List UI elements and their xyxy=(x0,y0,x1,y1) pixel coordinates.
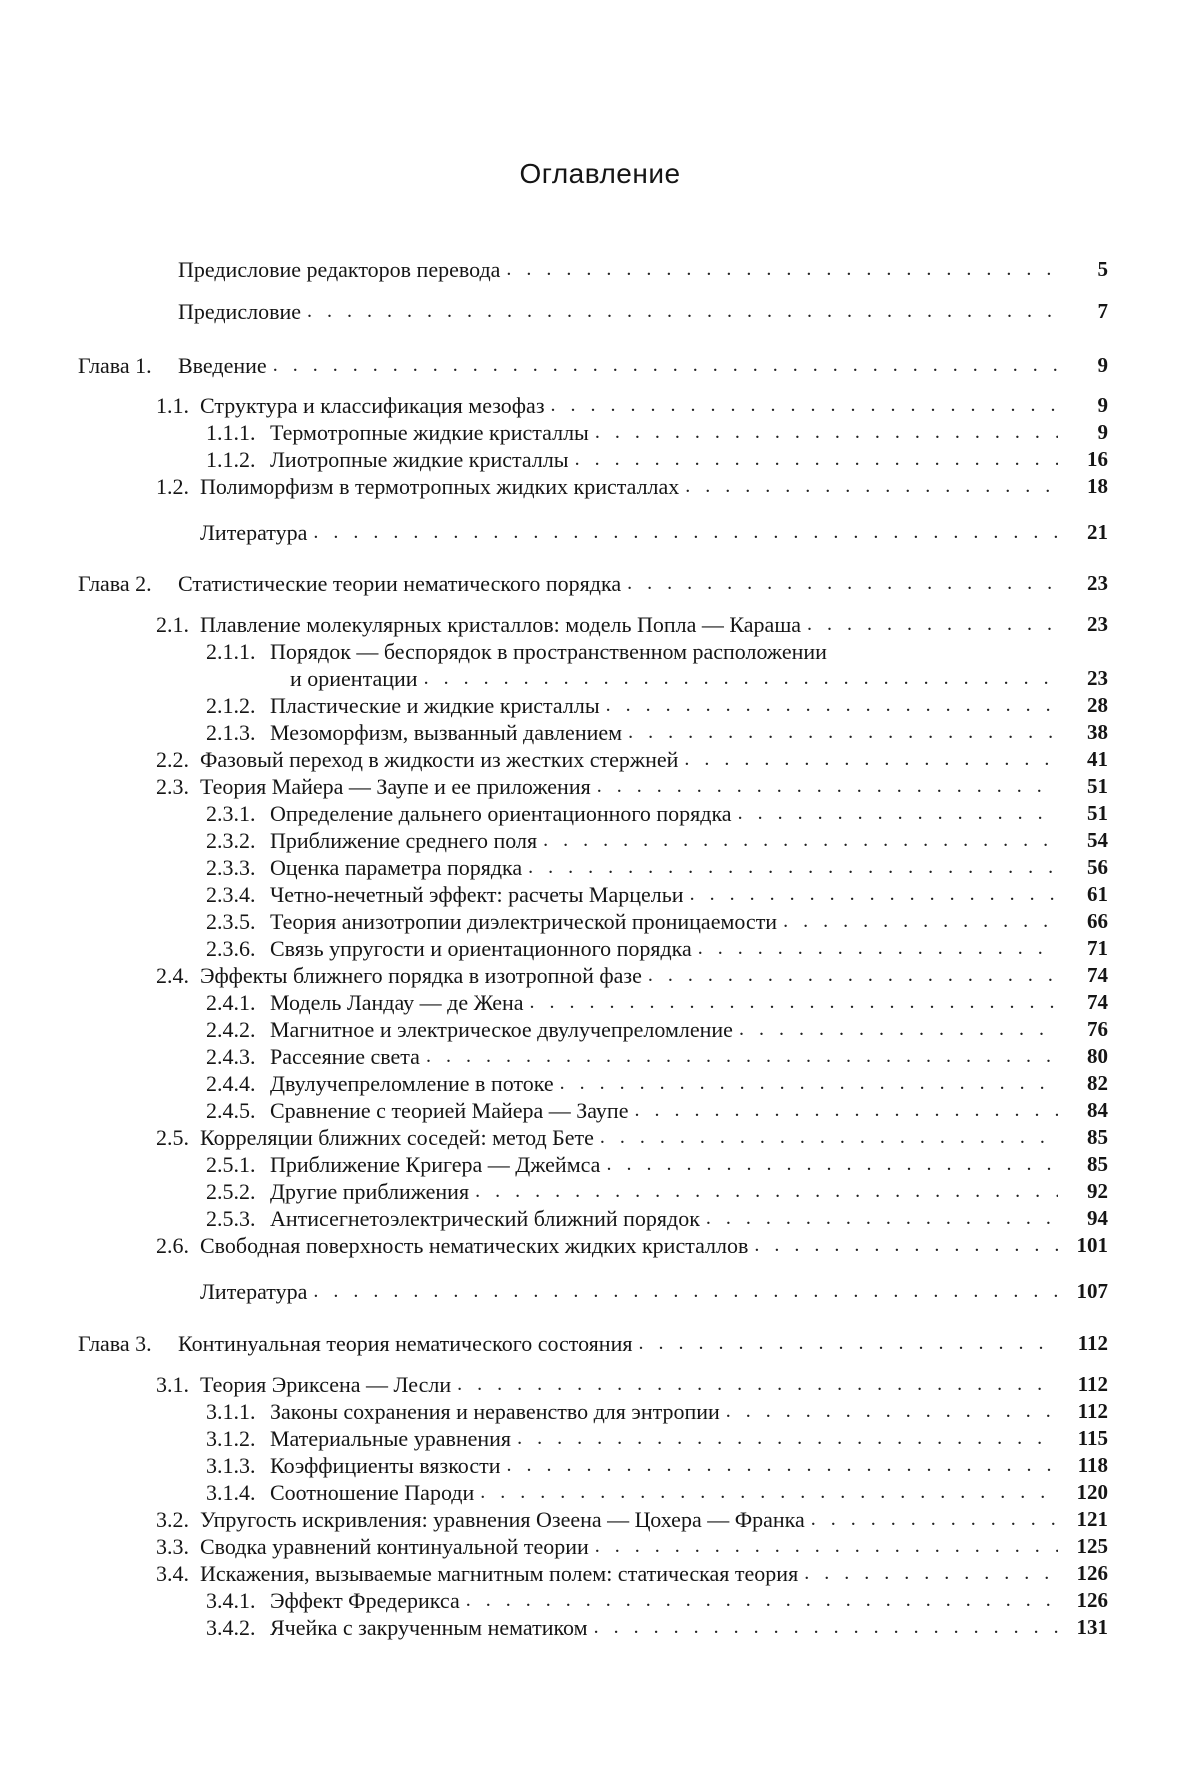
dot-leader xyxy=(418,665,1058,692)
toc-entry xyxy=(78,1560,1108,1587)
toc-entry-number: 2.4.1. xyxy=(206,990,256,1015)
toc-entry-title: Мезоморфизм, вызванный давлением xyxy=(270,720,623,745)
dot-leader xyxy=(500,1452,1058,1479)
toc-entry xyxy=(78,611,1108,638)
toc-entry-title: Приближение Кригера — Джеймса xyxy=(270,1152,601,1177)
toc-entry-title: Четно-нечетный эффект: расчеты Марцельи xyxy=(270,882,684,907)
toc-entry-title: Магнитное и электрическое двулучепреломление xyxy=(270,1017,733,1042)
toc-entry-number: 2.5. xyxy=(156,1125,189,1150)
dot-leader xyxy=(537,827,1058,854)
toc-entry-title: Антисегнетоэлектрический ближний порядок xyxy=(270,1206,700,1231)
toc-entry-number: 2.3.6. xyxy=(206,936,256,961)
toc-entry-title: Литература xyxy=(200,520,308,545)
toc-entry-page: 85 xyxy=(1087,1152,1108,1176)
dot-leader xyxy=(589,1533,1058,1560)
toc-entry-title: Модель Ландау — де Жена xyxy=(270,990,524,1015)
toc-entry-page: 71 xyxy=(1087,936,1108,960)
toc-entry-number: 3.4.1. xyxy=(206,1588,256,1613)
toc-entry-number: 2.3.4. xyxy=(206,882,256,907)
toc-entry-title: Двулучепреломление в потоке xyxy=(270,1071,554,1096)
toc-entry-page: 16 xyxy=(1087,447,1108,471)
dot-leader xyxy=(798,1560,1058,1587)
toc-entry-page: 54 xyxy=(1087,828,1108,852)
toc-entry-page: 21 xyxy=(1087,520,1108,544)
toc-entry xyxy=(78,827,1108,854)
toc-entry-number: 2.4.5. xyxy=(206,1098,256,1123)
toc-entry-title: и ориентации xyxy=(290,666,418,691)
toc-entry xyxy=(78,692,1108,719)
toc-entry-page: 76 xyxy=(1087,1017,1108,1041)
toc-entry-page: 118 xyxy=(1077,1453,1108,1477)
toc-entry-title: Эффект Фредерикса xyxy=(270,1588,460,1613)
toc-entry-page: 23 xyxy=(1087,612,1108,636)
toc-entry-title: Порядок — беспорядок в пространственном расположении xyxy=(270,639,827,664)
dot-leader xyxy=(801,611,1058,638)
toc-entry-title: Полиморфизм в термотропных жидких кристаллах xyxy=(200,474,680,499)
toc-entry-title: Структура и классификация мезофаз xyxy=(200,393,545,418)
toc-entry-page: 38 xyxy=(1087,720,1108,744)
toc-entry-page: 112 xyxy=(1077,1399,1108,1423)
toc-entry-page: 112 xyxy=(1077,1331,1108,1355)
dot-leader xyxy=(554,1070,1058,1097)
toc-entry-page: 92 xyxy=(1087,1179,1108,1203)
toc-entry xyxy=(78,1371,1108,1398)
toc-entry-number: 2.4.4. xyxy=(206,1071,256,1096)
toc-entry-number: 1.1.1. xyxy=(206,420,256,445)
toc-entry-title: Приближение среднего поля xyxy=(270,828,538,853)
toc-entry-page: 82 xyxy=(1087,1071,1108,1095)
toc-entry-page: 107 xyxy=(1076,1279,1108,1303)
toc-entry-title: Материальные уравнения xyxy=(270,1426,512,1451)
toc-entry-title: Плавление молекулярных кристаллов: модель Попла — Караша xyxy=(200,612,802,637)
toc-entry xyxy=(78,570,1108,597)
toc-entry-title: Введение xyxy=(178,353,267,378)
toc-entry xyxy=(78,962,1108,989)
toc-entry-title: Искажения, вызываемые магнитным полем: статическая теория xyxy=(200,1561,799,1586)
toc-entry-number: 3.1.1. xyxy=(206,1399,256,1424)
dot-leader xyxy=(594,1124,1058,1151)
dot-leader xyxy=(460,1587,1058,1614)
toc-entry-title: Корреляции ближних соседей: метод Бете xyxy=(200,1125,594,1150)
toc-entry-page: 121 xyxy=(1076,1507,1108,1531)
toc-entry-title: Теория Майера — Заупе и ее приложения xyxy=(200,774,591,799)
toc-entry-number: 2.4.3. xyxy=(206,1044,256,1069)
toc-entry-page: 9 xyxy=(1097,353,1108,377)
toc-entry-number: 2.5.1. xyxy=(206,1152,256,1177)
toc-entry-number: 1.2. xyxy=(156,474,189,499)
toc-entry-title: Пластические и жидкие кристаллы xyxy=(270,693,600,718)
toc-entry-page: 120 xyxy=(1076,1480,1108,1504)
toc-entry xyxy=(78,1479,1108,1506)
toc-entry-number: 3.4.2. xyxy=(206,1615,256,1640)
toc-entry-page: 9 xyxy=(1097,420,1108,444)
toc-entry-number: 3.3. xyxy=(156,1534,189,1559)
toc-entry-title: Предисловие редакторов перевода xyxy=(178,257,501,282)
toc-entry-title: Лиотропные жидкие кристаллы xyxy=(270,447,569,472)
toc-entry-title: Эффекты ближнего порядка в изотропной фазе xyxy=(200,963,642,988)
toc-entry xyxy=(78,1587,1108,1614)
toc-entry-number: 2.5.2. xyxy=(206,1179,256,1204)
toc-entry xyxy=(78,1178,1108,1205)
toc-entry xyxy=(78,352,1108,379)
toc-entry xyxy=(78,908,1108,935)
dot-leader xyxy=(511,1425,1058,1452)
dot-leader xyxy=(628,1097,1058,1124)
toc-entry xyxy=(78,298,1108,325)
toc-entry-page: 80 xyxy=(1087,1044,1108,1068)
toc-entry-number: Глава 2. xyxy=(78,571,152,596)
dot-leader xyxy=(679,473,1058,500)
dot-leader xyxy=(733,1016,1058,1043)
toc-entry-title: Другие приближения xyxy=(270,1179,470,1204)
toc-entry xyxy=(78,665,1108,692)
toc-entry-number: 2.5.3. xyxy=(206,1206,256,1231)
toc-entry-number: 2.3.3. xyxy=(206,855,256,880)
dot-leader xyxy=(600,1151,1058,1178)
toc-entry-page: 125 xyxy=(1076,1534,1108,1558)
toc-entry xyxy=(78,1097,1108,1124)
toc-entry-title: Теория анизотропии диэлектрической проницаемости xyxy=(270,909,778,934)
toc-entry-number: 2.1.3. xyxy=(206,720,256,745)
toc-entry xyxy=(78,1506,1108,1533)
toc-entry-number: 3.1. xyxy=(156,1372,189,1397)
toc-entry-number: 2.1.2. xyxy=(206,693,256,718)
dot-leader xyxy=(632,1330,1058,1357)
toc-entry xyxy=(78,1533,1108,1560)
toc-entry-page: 84 xyxy=(1087,1098,1108,1122)
toc-entry-page: 126 xyxy=(1076,1561,1108,1585)
dot-leader xyxy=(469,1178,1058,1205)
toc-entry xyxy=(78,1425,1108,1452)
dot-leader xyxy=(451,1371,1058,1398)
toc-entry-page: 94 xyxy=(1087,1206,1108,1230)
dot-leader xyxy=(720,1398,1058,1425)
toc-entry xyxy=(78,800,1108,827)
toc-entry-title: Сравнение с теорией Майера — Заупе xyxy=(270,1098,629,1123)
toc-entry xyxy=(78,773,1108,800)
dot-leader xyxy=(588,1614,1058,1641)
toc-entry-title: Коэффициенты вязкости xyxy=(270,1453,501,1478)
toc-entry-page: 23 xyxy=(1087,666,1108,690)
toc-entry-number: 2.1.1. xyxy=(206,639,256,664)
toc-entry xyxy=(78,1278,1108,1305)
toc-entry-number: 2.3.5. xyxy=(206,909,256,934)
toc-entry xyxy=(78,989,1108,1016)
toc-entry-title: Теория Эриксена — Лесли xyxy=(200,1372,452,1397)
toc-entry-number: 3.2. xyxy=(156,1507,189,1532)
toc-entry-page: 51 xyxy=(1087,774,1108,798)
dot-leader xyxy=(621,570,1058,597)
toc-entry-page: 28 xyxy=(1087,693,1108,717)
toc-entry xyxy=(78,854,1108,881)
toc-entry xyxy=(78,1151,1108,1178)
dot-leader xyxy=(591,773,1058,800)
toc-entry-title: Оценка параметра порядка xyxy=(270,855,523,880)
toc-entry-number: 1.1. xyxy=(156,393,189,418)
toc-entry xyxy=(78,256,1108,283)
toc-entry-page: 85 xyxy=(1087,1125,1108,1149)
toc-entry-page: 41 xyxy=(1087,747,1108,771)
dot-leader xyxy=(684,881,1058,908)
dot-leader xyxy=(622,719,1058,746)
toc-entry xyxy=(78,1124,1108,1151)
toc-entry xyxy=(78,446,1108,473)
toc-entry xyxy=(78,1043,1108,1070)
toc-entry-number: 2.6. xyxy=(156,1233,189,1258)
toc-entry-number: 2.3. xyxy=(156,774,189,799)
toc-entry-page: 9 xyxy=(1097,393,1108,417)
dot-leader xyxy=(642,962,1058,989)
toc-entry-title: Упругость искривления: уравнения Озеена — Цохера — Франка xyxy=(200,1507,805,1532)
toc-entry xyxy=(78,419,1108,446)
dot-leader xyxy=(474,1479,1058,1506)
toc-entry-number: 3.1.3. xyxy=(206,1453,256,1478)
dot-leader xyxy=(522,854,1058,881)
toc-entry-title: Литература xyxy=(200,1279,308,1304)
toc-entry-number: 2.2. xyxy=(156,747,189,772)
toc-entry-number: Глава 1. xyxy=(78,353,152,378)
toc-entry-number: 1.1.2. xyxy=(206,447,256,472)
dot-leader xyxy=(420,1043,1058,1070)
toc-entry-page: 18 xyxy=(1087,474,1108,498)
toc-entry-title: Законы сохранения и неравенство для энтропии xyxy=(270,1399,720,1424)
toc-entry-number: 3.1.2. xyxy=(206,1426,256,1451)
toc-entry xyxy=(78,638,1108,665)
toc-entry-page: 51 xyxy=(1087,801,1108,825)
toc-entry xyxy=(78,1330,1108,1357)
toc-entry-number: 2.4. xyxy=(156,963,189,988)
toc-entry xyxy=(78,719,1108,746)
toc-entry xyxy=(78,1398,1108,1425)
dot-leader xyxy=(307,519,1058,546)
toc-entry xyxy=(78,746,1108,773)
toc-entry-page: 115 xyxy=(1077,1426,1108,1450)
toc-entry xyxy=(78,1016,1108,1043)
toc-entry-number: 2.3.1. xyxy=(206,801,256,826)
toc-entry xyxy=(78,473,1108,500)
toc-entry-number: Глава 3. xyxy=(78,1331,152,1356)
toc-entry-page: 56 xyxy=(1087,855,1108,879)
dot-leader xyxy=(600,692,1058,719)
toc-entry-title: Сводка уравнений континуальной теории xyxy=(200,1534,589,1559)
toc-entry xyxy=(78,519,1108,546)
page-title: Оглавление xyxy=(519,158,681,189)
dot-leader xyxy=(700,1205,1058,1232)
toc-entry-page: 61 xyxy=(1087,882,1108,906)
toc-entry-page: 23 xyxy=(1087,571,1108,595)
dot-leader xyxy=(569,446,1058,473)
toc-entry xyxy=(78,1452,1108,1479)
toc-entry-page: 112 xyxy=(1077,1372,1108,1396)
toc-entry-title: Термотропные жидкие кристаллы xyxy=(270,420,589,445)
toc-entry-title: Свободная поверхность нематических жидких кристаллов xyxy=(200,1233,749,1258)
toc-entry xyxy=(78,1205,1108,1232)
toc-entry-page: 126 xyxy=(1076,1588,1108,1612)
dot-leader xyxy=(678,746,1058,773)
dot-leader xyxy=(524,989,1058,1016)
toc-entry xyxy=(78,935,1108,962)
toc-entry-page: 74 xyxy=(1087,963,1108,987)
toc-entry xyxy=(78,392,1108,419)
toc-entry-title: Статистические теории нематического порядка xyxy=(178,571,622,596)
toc-entry xyxy=(78,1614,1108,1641)
toc-entry-title: Фазовый переход в жидкости из жестких стержней xyxy=(200,747,679,772)
dot-leader xyxy=(589,419,1058,446)
dot-leader xyxy=(500,256,1058,283)
toc-entry-page: 101 xyxy=(1076,1233,1108,1257)
toc-entry-page: 5 xyxy=(1097,257,1108,281)
toc-entry-page: 131 xyxy=(1076,1615,1108,1639)
toc-entry xyxy=(78,881,1108,908)
dot-leader xyxy=(301,298,1058,325)
dot-leader xyxy=(748,1232,1058,1259)
toc-entry-page: 66 xyxy=(1087,909,1108,933)
toc-entry-title: Ячейка с закрученным нематиком xyxy=(270,1615,588,1640)
toc-entry-page: 74 xyxy=(1087,990,1108,1014)
toc-entry-title: Связь упругости и ориентационного порядка xyxy=(270,936,692,961)
toc-entry-number: 2.3.2. xyxy=(206,828,256,853)
toc-entry xyxy=(78,1070,1108,1097)
toc-entry-title: Континуальная теория нематического состояния xyxy=(178,1331,633,1356)
dot-leader xyxy=(732,800,1058,827)
toc-entry-number: 2.4.2. xyxy=(206,1017,256,1042)
toc-entry-number: 2.1. xyxy=(156,612,189,637)
toc-entry-number: 3.1.4. xyxy=(206,1480,256,1505)
dot-leader xyxy=(692,935,1058,962)
toc-entry xyxy=(78,1232,1108,1259)
toc-entry-number: 3.4. xyxy=(156,1561,189,1586)
dot-leader xyxy=(545,392,1058,419)
dot-leader xyxy=(777,908,1058,935)
dot-leader xyxy=(307,1278,1058,1305)
toc-entry-title: Определение дальнего ориентационного порядка xyxy=(270,801,732,826)
toc-entry-title: Предисловие xyxy=(178,299,301,324)
dot-leader xyxy=(267,352,1058,379)
toc-entry-title: Соотношение Пароди xyxy=(270,1480,475,1505)
dot-leader xyxy=(805,1506,1058,1533)
toc-entry-page: 7 xyxy=(1097,299,1108,323)
toc-entry-title: Рассеяние света xyxy=(270,1044,420,1069)
